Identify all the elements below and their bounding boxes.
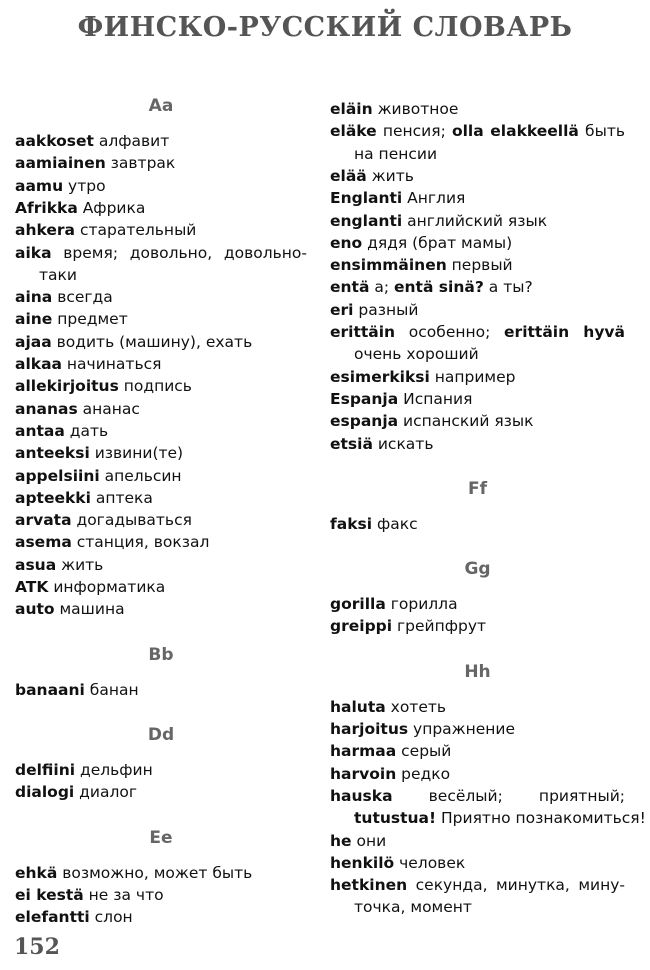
russian-translation: станция, вокзал <box>71 533 210 552</box>
finnish-term: auto <box>15 600 55 619</box>
dictionary-entry <box>15 152 307 174</box>
russian-translation: предмет <box>52 310 128 329</box>
finnish-term: antaa <box>15 421 65 440</box>
russian-translation: искать <box>372 434 434 453</box>
dictionary-entry <box>330 165 625 187</box>
dictionary-entry <box>330 299 625 321</box>
finnish-term: eno <box>330 233 363 252</box>
dictionary-entry <box>330 830 625 852</box>
dictionary-entry <box>15 884 307 906</box>
dictionary-entry <box>330 120 625 142</box>
russian-translation: факс <box>372 514 418 533</box>
finnish-term: arvata <box>15 511 72 530</box>
russian-translation: старательный <box>75 221 197 240</box>
russian-translation: первый <box>446 256 513 275</box>
section-letter-heading: Ee <box>149 827 173 848</box>
dictionary-entry <box>15 465 307 487</box>
russian-translation: редко <box>396 764 451 783</box>
finnish-term: hauska <box>330 786 393 805</box>
russian-translation: животное <box>372 100 459 118</box>
finnish-term: ATK <box>15 578 49 596</box>
russian-translation: возможно, может быть <box>57 863 253 882</box>
russian-translation: очень хороший <box>354 345 479 364</box>
dictionary-entry <box>330 513 625 535</box>
dictionary-entry <box>15 175 307 197</box>
russian-translation: диалог <box>74 783 137 802</box>
russian-translation: всегда <box>52 288 113 307</box>
dictionary-entry <box>15 219 307 241</box>
finnish-term: banaani <box>15 680 85 699</box>
dictionary-entry <box>15 576 307 598</box>
russian-translation: секунда, минутка, мину- <box>407 876 625 895</box>
finnish-term: henkilö <box>330 853 395 872</box>
finnish-term: aakkoset <box>15 132 94 150</box>
russian-translation: а; <box>369 278 394 297</box>
dictionary-entry <box>330 615 625 637</box>
dictionary-entry <box>15 679 307 701</box>
finnish-term: appelsiini <box>15 466 100 485</box>
dictionary-entry <box>15 308 307 330</box>
finnish-term: elefantti <box>15 908 90 927</box>
russian-translation: аптека <box>90 488 153 507</box>
finnish-term: entä sinä? <box>394 278 484 297</box>
finnish-term: aamu <box>15 176 64 195</box>
dictionary-entry <box>15 375 307 397</box>
russian-translation: Приятно познакомиться! <box>436 809 646 828</box>
russian-translation: на пенсии <box>354 144 438 163</box>
entry-continuation <box>15 264 307 286</box>
finnish-term: olla elakkeellä <box>451 122 579 141</box>
finnish-term: etsiä <box>330 434 373 453</box>
russian-translation: особенно; <box>395 323 505 341</box>
dictionary-entry <box>15 487 307 509</box>
russian-translation: разный <box>353 300 419 319</box>
finnish-term: Afrikka <box>15 198 78 217</box>
dictionary-entry <box>330 433 625 455</box>
section-letter-heading: Hh <box>464 661 491 682</box>
finnish-term: hetkinen <box>330 876 408 895</box>
russian-translation: информатика <box>48 578 166 596</box>
russian-translation: извини(те) <box>89 444 184 463</box>
russian-translation: английский язык <box>402 211 548 230</box>
dictionary-entry <box>15 420 307 442</box>
dictionary-entry <box>330 763 625 785</box>
russian-translation: Африка <box>77 198 146 217</box>
dictionary-entry <box>330 718 625 740</box>
finnish-term: harmaa <box>330 742 397 761</box>
finnish-term: erittäin hyvä <box>504 323 625 341</box>
dictionary-entry <box>15 531 307 553</box>
dictionary-entry <box>330 366 625 388</box>
dictionary-entry <box>330 874 625 896</box>
finnish-term: elää <box>330 166 367 185</box>
dictionary-entry <box>15 398 307 420</box>
dictionary-entry <box>15 442 307 464</box>
finnish-term: ei kestä <box>15 885 84 904</box>
finnish-term: espanja <box>330 412 399 431</box>
finnish-term: asua <box>15 555 57 574</box>
finnish-term: entä <box>330 278 370 297</box>
dictionary-entry <box>15 759 307 781</box>
finnish-term: ensimmäinen <box>330 256 447 275</box>
dictionary-entry <box>330 210 625 232</box>
dictionary-entry <box>330 98 625 120</box>
page-title: ФИНСКО-РУССКИЙ СЛОВАРЬ <box>77 12 573 43</box>
finnish-term: greippi <box>330 617 393 636</box>
finnish-term: aina <box>15 288 53 307</box>
finnish-term: gorilla <box>330 595 386 614</box>
finnish-term: erittäin <box>330 323 396 341</box>
russian-translation: время; довольно, довольно- <box>51 243 307 262</box>
dictionary-entry <box>330 321 625 343</box>
finnish-term: Espanja <box>330 389 399 408</box>
russian-translation: слон <box>89 908 133 927</box>
dictionary-entry <box>330 187 625 209</box>
finnish-term: he <box>330 831 352 850</box>
finnish-term: eläin <box>330 100 373 118</box>
finnish-term: eläke <box>330 122 377 141</box>
section-letter-heading: Bb <box>148 644 174 665</box>
russian-translation: догадываться <box>71 511 192 530</box>
russian-translation: человек <box>394 853 466 872</box>
russian-translation: весёлый; приятный; <box>392 786 625 805</box>
russian-translation: водить (машину), ехать <box>51 332 253 351</box>
dictionary-entry <box>15 197 307 219</box>
russian-translation: испанский язык <box>398 412 534 431</box>
finnish-term: aine <box>15 310 53 329</box>
russian-translation: грейпфрут <box>392 617 487 636</box>
russian-translation: алфавит <box>93 132 170 150</box>
russian-translation: дать <box>64 421 109 440</box>
dictionary-entry <box>330 276 625 298</box>
dictionary-entry <box>15 331 307 353</box>
russian-translation: а ты? <box>483 278 533 297</box>
section-letter-heading: Ff <box>467 478 487 499</box>
page-number: 152 <box>14 934 60 960</box>
russian-translation: банан <box>84 680 139 699</box>
section-letter-heading: Gg <box>464 559 491 580</box>
finnish-term: tutustua! <box>354 809 437 828</box>
russian-translation: дядя (брат мамы) <box>362 233 513 252</box>
finnish-term: ajaa <box>15 332 52 351</box>
finnish-term: apteekki <box>15 488 91 507</box>
dictionary-entry <box>330 696 625 718</box>
dictionary-entry <box>15 509 307 531</box>
finnish-term: harjoitus <box>330 720 409 738</box>
russian-translation: завтрак <box>105 154 176 173</box>
finnish-term: ahkera <box>15 221 76 240</box>
finnish-term: aamiainen <box>15 154 106 173</box>
finnish-term: dialogi <box>15 783 75 802</box>
russian-translation: жить <box>56 555 104 574</box>
dictionary-entry <box>330 593 625 615</box>
finnish-term: faksi <box>330 514 373 533</box>
finnish-term: esimerkiksi <box>330 367 430 386</box>
dictionary-entry <box>15 554 307 576</box>
russian-translation: например <box>429 367 516 386</box>
dictionary-entry <box>15 130 307 152</box>
dictionary-entry <box>330 232 625 254</box>
dictionary-entry <box>15 862 307 884</box>
russian-translation: они <box>351 831 387 850</box>
finnish-term: aika <box>15 243 52 262</box>
finnish-term: allekirjoitus <box>15 377 119 396</box>
dictionary-entry <box>15 906 307 928</box>
entry-continuation <box>330 896 625 918</box>
finnish-term: Englanti <box>330 189 403 208</box>
dictionary-entry <box>330 740 625 762</box>
section-letter-heading: Dd <box>147 724 175 745</box>
russian-translation: апельсин <box>99 466 182 485</box>
finnish-term: delfiini <box>15 760 76 779</box>
finnish-term: haluta <box>330 697 386 716</box>
dictionary-entry <box>15 242 307 264</box>
dictionary-entry <box>15 286 307 308</box>
russian-translation: пенсия; <box>376 122 452 141</box>
russian-translation: не за что <box>83 885 164 904</box>
russian-translation: дельфин <box>75 760 153 779</box>
russian-translation: точка, момент <box>354 898 472 917</box>
finnish-term: eri <box>330 300 354 319</box>
russian-translation: быть <box>578 122 625 141</box>
dictionary-entry <box>330 852 625 874</box>
dictionary-entry <box>15 353 307 375</box>
dictionary-entry <box>15 598 307 620</box>
russian-translation: утро <box>63 176 106 195</box>
russian-translation: машина <box>54 600 125 619</box>
russian-translation: ананас <box>77 399 140 418</box>
russian-translation: хотеть <box>385 697 447 716</box>
dictionary-entry <box>15 781 307 803</box>
russian-translation: горилла <box>385 595 458 614</box>
entry-continuation <box>330 343 625 365</box>
finnish-term: ananas <box>15 399 78 418</box>
russian-translation: подпись <box>118 377 192 396</box>
finnish-term: asema <box>15 533 72 552</box>
russian-translation: начинаться <box>62 355 162 373</box>
finnish-term: ehkä <box>15 863 58 882</box>
section-letter-heading: Aa <box>148 96 174 116</box>
russian-translation: жить <box>366 166 414 185</box>
russian-translation: упражнение <box>408 720 516 738</box>
dictionary-entry <box>330 410 625 432</box>
entry-continuation <box>330 807 646 829</box>
russian-translation: Испания <box>398 389 473 408</box>
russian-translation: Англия <box>402 189 466 208</box>
russian-translation: серый <box>396 742 452 761</box>
finnish-term: alkaa <box>15 355 62 373</box>
dictionary-entry <box>330 254 625 276</box>
finnish-term: harvoin <box>330 764 397 783</box>
dictionary-entry <box>330 785 625 807</box>
russian-translation: таки <box>39 265 77 284</box>
dictionary-entry <box>330 388 625 410</box>
finnish-term: englanti <box>330 211 403 230</box>
finnish-term: anteeksi <box>15 444 90 463</box>
entry-continuation <box>330 143 625 165</box>
